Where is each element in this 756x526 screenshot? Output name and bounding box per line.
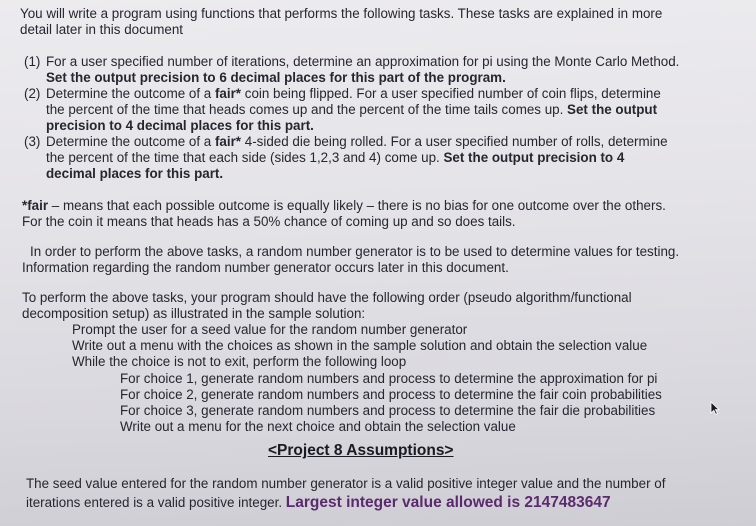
loop-choice-3: For choice 3, generate random numbers and process to determine the fair die probabilities — [120, 403, 656, 418]
loop-choice-1: For choice 1, generate random numbers and process to determine the approximation for pi — [120, 371, 658, 386]
task-2-number: (2) — [24, 86, 41, 101]
rng-para-line-2: Information regarding the random number generator occurs later in this document. — [22, 260, 509, 275]
mouse-pointer-icon — [710, 401, 720, 415]
largest-integer-note: Largest integer value allowed is 2147483647 — [285, 494, 611, 511]
task-1-line-1: For a user specified number of iterations, determine an approximation for pi using the Monte Carlo Method. — [46, 54, 680, 69]
fair-note-line-1: *fair – means that each possible outcome is equally likely – there is no bias for one outcome over the others. — [22, 198, 666, 213]
task-3-number: (3) — [24, 134, 41, 149]
task-3-line-2: the percent of the time that each side (sides 1,2,3 and 4) come up. Set the output precision to 4 — [46, 150, 625, 165]
step-prompt-seed: Prompt the user for a seed value for the random number generator — [72, 322, 468, 337]
task-1-number: (1) — [24, 54, 41, 69]
fair-note-line-2: For the coin it means that heads has a 50% chance of coming up and so does tails. — [22, 214, 516, 229]
intro-line-2: detail later in this document — [20, 22, 184, 37]
step-write-menu: Write out a menu with the choices as shown in the sample solution and obtain the selection value — [72, 338, 648, 353]
order-para-line-2: decomposition setup) as illustrated in the sample solution: — [22, 306, 366, 321]
assumptions-line-1: The seed value entered for the random number generator is a valid positive integer value and the number of — [26, 476, 666, 491]
intro-line-1: You will write a program using functions that performs the following tasks. These tasks are explained in more — [20, 6, 663, 21]
task-2-line-3: precision to 4 decimal places for this part. — [46, 118, 314, 133]
task-2-line-1: Determine the outcome of a fair* coin being flipped. For a user specified number of coin flips, determine — [46, 86, 661, 101]
assumptions-line-2: iterations entered is a valid positive integer. Largest integer value allowed is 2147483647 — [26, 494, 611, 511]
task-3-line-3: decimal places for this part. — [46, 166, 224, 181]
loop-next-menu: Write out a menu for the next choice and obtain the selection value — [120, 419, 516, 434]
loop-choice-2: For choice 2, generate random numbers and process to determine the fair coin probabilities — [120, 387, 662, 402]
step-while-loop: While the choice is not to exit, perform the following loop — [72, 354, 407, 369]
task-3-line-1: Determine the outcome of a fair* 4-sided die being rolled. For a user specified number of rolls, determine — [46, 134, 668, 149]
assumptions-heading: <Project 8 Assumptions> — [268, 442, 454, 459]
task-1-line-2: Set the output precision to 6 decimal places for this part of the program. — [46, 70, 506, 85]
rng-para-line-1: In order to perform the above tasks, a random number generator is to be used to determine values for testing. — [30, 244, 680, 259]
task-2-line-2: the percent of the time that heads comes up and the percent of the time tails comes up. Set the output — [46, 102, 658, 117]
order-para-line-1: To perform the above tasks, your program should have the following order (pseudo algorithm/functional — [22, 290, 632, 305]
